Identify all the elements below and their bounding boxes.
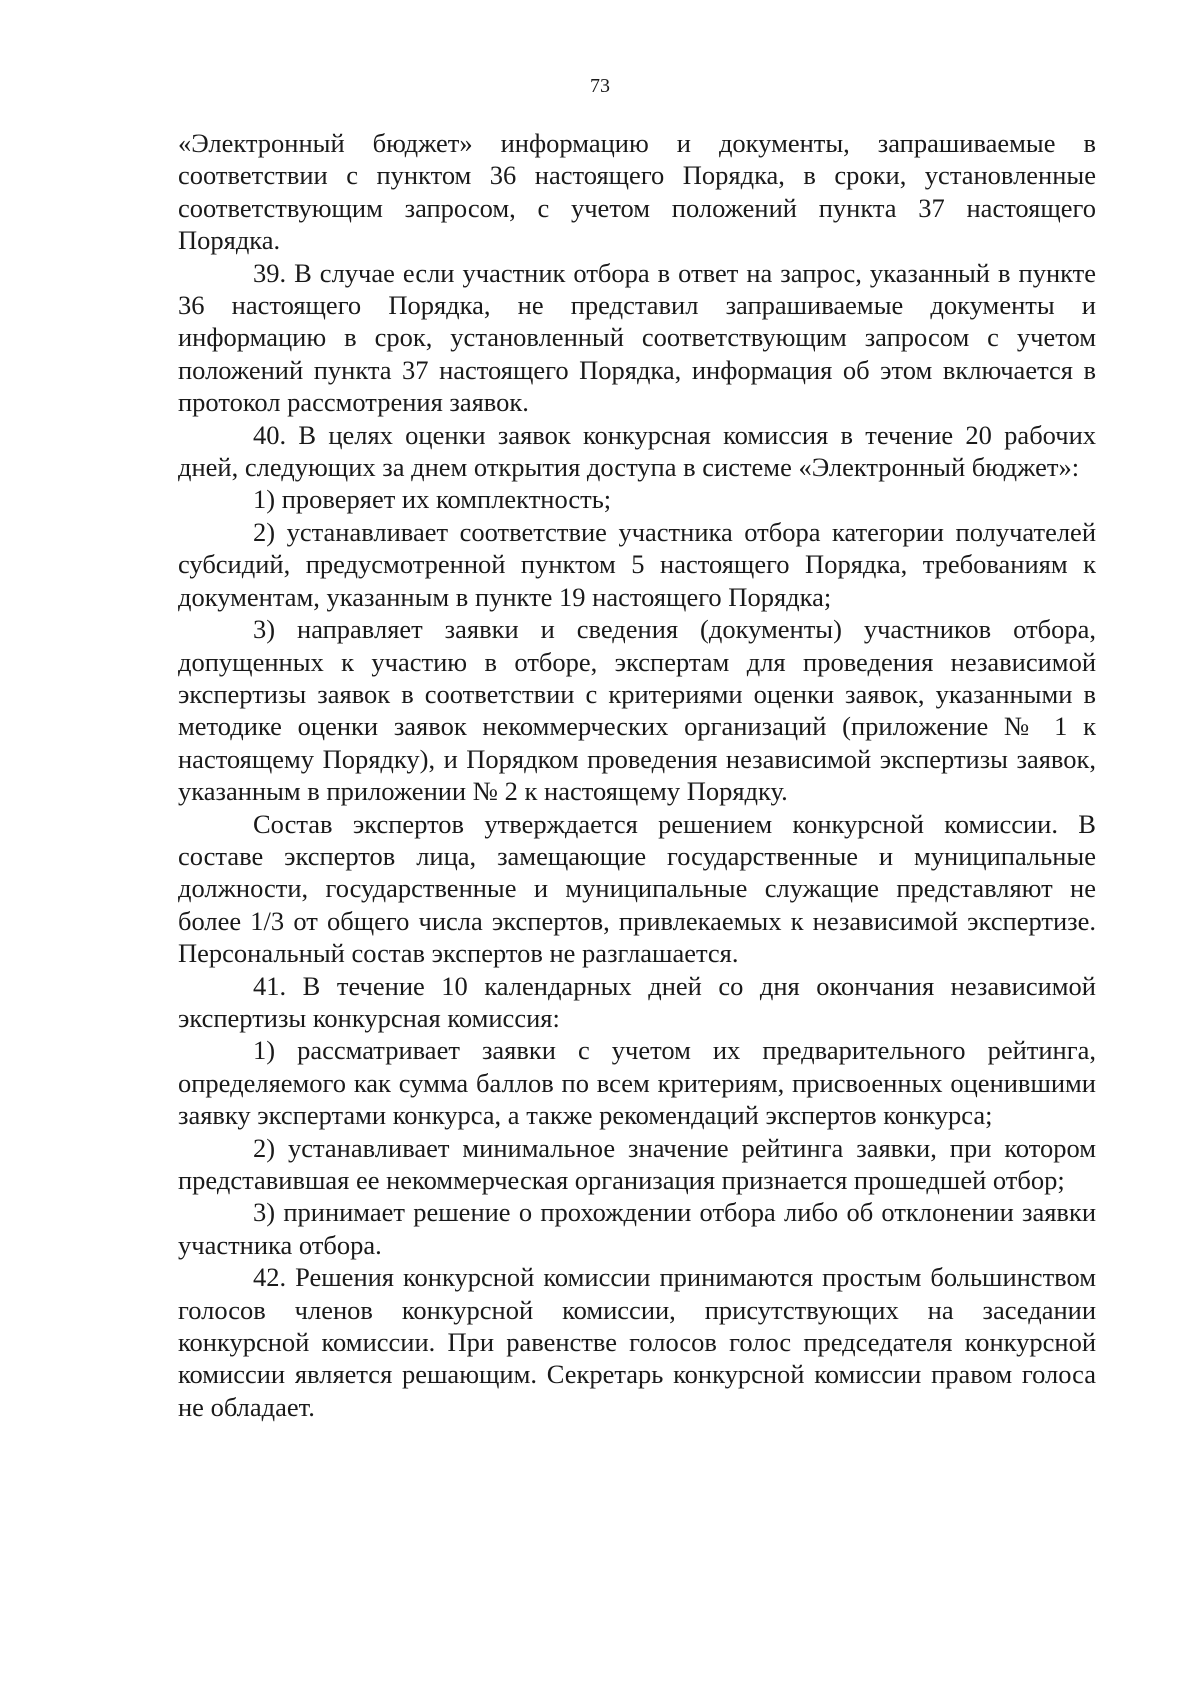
subitem-41-2: 2) устанавливает минимальное значение рейтинга заявки, при котором представившая ее некоммерческая организация признается прошедшей отбор; — [178, 1132, 1096, 1195]
subitem-40-1: 1) проверяет их комплектность; — [253, 484, 612, 515]
subitem-41-3: 3) принимает решение о прохождении отбора либо об отклонении заявки участника отбора. — [178, 1197, 1096, 1260]
subitem-40-2: 2) устанавливает соответствие участника отбора категории получателей субсидий, предусмотренной пунктом 5 настоящего Порядка, требованиям к документам, указанным в пункте 19 настоящего Порядка; — [178, 516, 1096, 612]
page-number: 73 — [590, 75, 610, 97]
paragraph-experts: Состав экспертов утверждается решением конкурсной комиссии. В составе экспертов лица, замещающие государственные и муниципальные должности, государственные и муниципальные служащие представляют не более 1/3 от общего числа экспертов, привлекаемых к независимой экспертизе. Персональный состав экспертов не разглашается. — [178, 808, 1096, 969]
paragraph-item-41: 41. В течение 10 календарных дней со дня окончания независимой экспертизы конкурсная комиссия: — [178, 970, 1096, 1033]
paragraph-item-40: 40. В целях оценки заявок конкурсная комиссия в течение 20 рабочих дней, следующих за днем открытия доступа в системе «Электронный бюджет»: — [178, 419, 1096, 483]
subitem-40-3: 3) направляет заявки и сведения (документы) участников отбора, допущенных к участию в отборе, экспертам для проведения независимой экспертизы заявок в соответствии с критериями оценки заявок, указанными в методике оценки заявок некоммерческих организаций (приложение № 1 к настоящему Порядку), и Порядком проведения независимой экспертизы заявок, указанным в приложении № 2 к настоящему Порядку. — [178, 614, 1096, 807]
paragraph-item-42: 42. Решения конкурсной комиссии принимаются простым большинством голосов членов конкурсной комиссии, присутствующих на заседании конкурсной комиссии. При равенстве голосов голос председателя конкурсной комиссии является решающим. Секретарь конкурсной комиссии правом голоса не обладает. — [178, 1262, 1096, 1422]
document-body — [178, 127, 1096, 1423]
subitem-41-1: 1) рассматривает заявки с учетом их предварительного рейтинга, определяемого как сумма баллов по всем критериям, присвоенных оценившими заявку экспертами конкурса, а также рекомендаций экспертов конкурса; — [178, 1035, 1096, 1131]
paragraph-item-39: 39. В случае если участник отбора в ответ на запрос, указанный в пункте 36 настоящего Порядка, не представил запрашиваемые документы и информацию в срок, установленный соответствующим запросом с учетом положений пункта 37 настоящего Порядка, информация об этом включается в протокол рассмотрения заявок. — [178, 257, 1096, 418]
paragraph: «Электронный бюджет» информацию и документы, запрашиваемые в соответствии с пунктом 36 настоящего Порядка, в сроки, установленные соответствующим запросом, с учетом положений пункта 37 настоящего Порядка. — [178, 128, 1096, 256]
